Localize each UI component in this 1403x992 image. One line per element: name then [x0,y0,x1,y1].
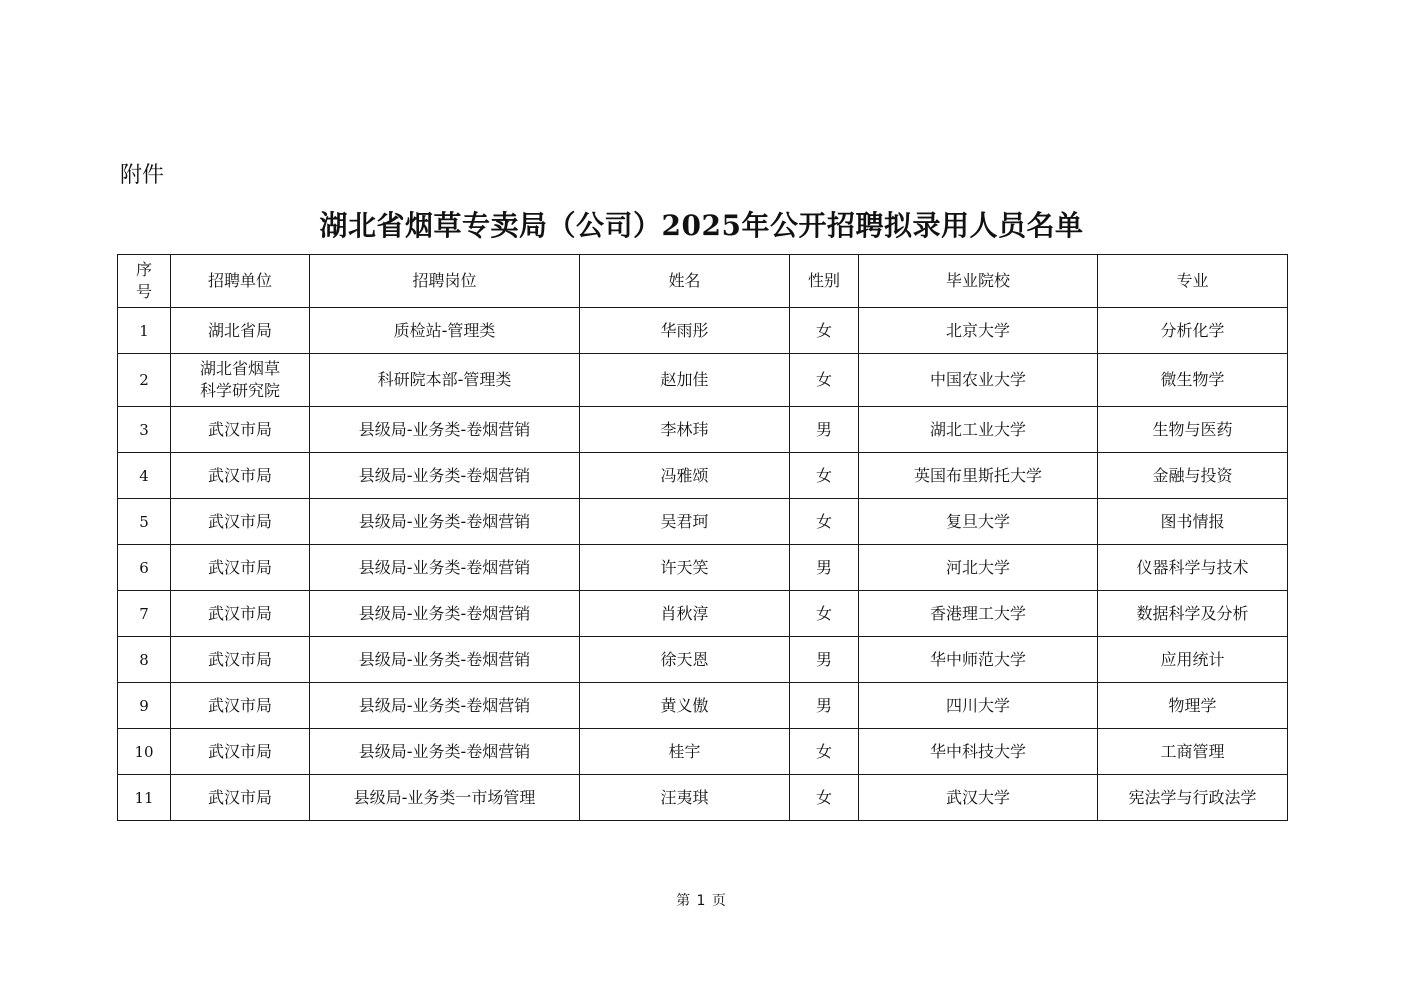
cell-gender: 男 [790,683,859,729]
table-row [118,683,1288,729]
cell-school: 北京大学 [859,308,1098,354]
page-title: 湖北省烟草专卖局（公司）2025年公开招聘拟录用人员名单 [319,209,1084,242]
cell-name: 李林玮 [580,407,790,453]
cell-unit: 武汉市局 [171,453,310,499]
cell-seq: 8 [118,637,171,683]
cell-school: 湖北工业大学 [859,407,1098,453]
cell-school: 中国农业大学 [859,354,1098,407]
table-row [118,637,1288,683]
cell-name: 华雨彤 [580,308,790,354]
header-name: 姓名 [580,255,790,308]
cell-position: 县级局-业务类一市场管理 [310,775,580,821]
cell-school: 复旦大学 [859,499,1098,545]
table-row [118,407,1288,453]
table-header-row [118,255,1288,308]
cell-unit: 武汉市局 [171,499,310,545]
cell-seq: 7 [118,591,171,637]
cell-name: 吴君珂 [580,499,790,545]
cell-gender: 男 [790,637,859,683]
cell-name: 汪夷琪 [580,775,790,821]
cell-school: 河北大学 [859,545,1098,591]
header-seq-line2: 号 [135,282,152,301]
cell-gender: 女 [790,499,859,545]
cell-name: 黄义傲 [580,683,790,729]
cell-position: 县级局-业务类-卷烟营销 [310,545,580,591]
cell-major: 生物与医药 [1098,407,1288,453]
cell-school: 四川大学 [859,683,1098,729]
cell-gender: 男 [790,545,859,591]
cell-unit: 武汉市局 [171,637,310,683]
header-gender: 性别 [790,255,859,308]
table-row [118,545,1288,591]
cell-seq: 2 [118,354,171,407]
cell-position: 质检站-管理类 [310,308,580,354]
cell-school: 英国布里斯托大学 [859,453,1098,499]
cell-major: 金融与投资 [1098,453,1288,499]
cell-gender: 女 [790,729,859,775]
header-major: 专业 [1098,255,1288,308]
cell-unit: 武汉市局 [171,545,310,591]
table-row [118,775,1288,821]
cell-unit-line1: 湖北省烟草 [199,359,280,378]
page-number: 第 1 页 [676,893,727,909]
cell-major: 微生物学 [1098,354,1288,407]
cell-school: 华中科技大学 [859,729,1098,775]
table-row [118,499,1288,545]
cell-seq: 4 [118,453,171,499]
cell-position: 县级局-业务类-卷烟营销 [310,499,580,545]
cell-name: 冯雅颂 [580,453,790,499]
cell-gender: 女 [790,775,859,821]
table-row [118,729,1288,775]
table-row [118,453,1288,499]
cell-major: 分析化学 [1098,308,1288,354]
cell-school: 武汉大学 [859,775,1098,821]
cell-major: 数据科学及分析 [1098,591,1288,637]
table-row [118,354,1288,407]
cell-name: 徐天恩 [580,637,790,683]
cell-unit: 武汉市局 [171,591,310,637]
cell-unit [171,354,310,407]
cell-gender: 女 [790,453,859,499]
cell-seq: 5 [118,499,171,545]
cell-major: 应用统计 [1098,637,1288,683]
cell-position: 县级局-业务类-卷烟营销 [310,453,580,499]
cell-unit: 武汉市局 [171,407,310,453]
cell-position: 县级局-业务类-卷烟营销 [310,407,580,453]
cell-major: 物理学 [1098,683,1288,729]
table-row [118,591,1288,637]
cell-major: 宪法学与行政法学 [1098,775,1288,821]
cell-major: 图书情报 [1098,499,1288,545]
cell-major: 工商管理 [1098,729,1288,775]
cell-seq: 1 [118,308,171,354]
cell-unit: 武汉市局 [171,729,310,775]
cell-name: 肖秋淳 [580,591,790,637]
cell-gender: 女 [790,308,859,354]
cell-unit: 武汉市局 [171,775,310,821]
cell-position: 科研院本部-管理类 [310,354,580,407]
cell-position: 县级局-业务类-卷烟营销 [310,683,580,729]
header-seq [118,255,171,308]
cell-position: 县级局-业务类-卷烟营销 [310,637,580,683]
cell-school: 香港理工大学 [859,591,1098,637]
cell-seq: 11 [118,775,171,821]
hiring-roster-table [117,254,1288,821]
cell-unit-line2: 科学研究院 [199,381,280,400]
cell-unit: 湖北省局 [171,308,310,354]
cell-unit: 武汉市局 [171,683,310,729]
cell-seq: 9 [118,683,171,729]
cell-position: 县级局-业务类-卷烟营销 [310,591,580,637]
header-school: 毕业院校 [859,255,1098,308]
table-row [118,308,1288,354]
header-unit: 招聘单位 [171,255,310,308]
cell-gender: 女 [790,354,859,407]
attachment-label: 附件 [120,163,165,188]
cell-seq: 10 [118,729,171,775]
header-seq-line1: 序 [135,260,152,279]
cell-name: 许天笑 [580,545,790,591]
cell-major: 仪器科学与技术 [1098,545,1288,591]
cell-seq: 3 [118,407,171,453]
cell-gender: 男 [790,407,859,453]
cell-name: 赵加佳 [580,354,790,407]
cell-position: 县级局-业务类-卷烟营销 [310,729,580,775]
header-position: 招聘岗位 [310,255,580,308]
cell-seq: 6 [118,545,171,591]
cell-gender: 女 [790,591,859,637]
cell-name: 桂宇 [580,729,790,775]
cell-school: 华中师范大学 [859,637,1098,683]
